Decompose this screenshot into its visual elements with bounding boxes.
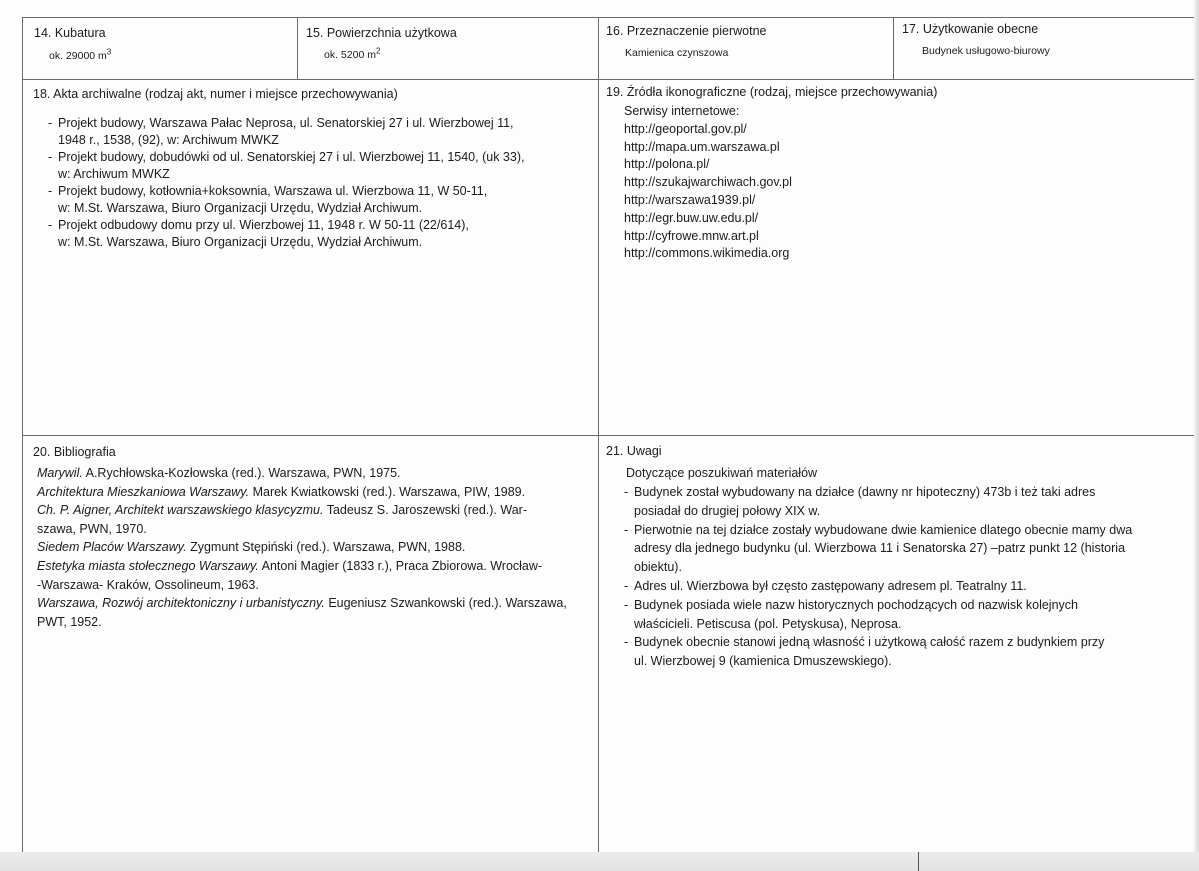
- archival-records-list: [48, 115, 588, 251]
- cell-17-value: Budynek usługowo-biurowy: [922, 45, 1050, 57]
- list-item: - Adres ul. Wierzbowa był często zastępowany adresem pl. Teatralny 11.: [624, 577, 1184, 596]
- bibliography-entry: Ch. P. Aigner, Architekt warszawskiego klasycyzmu. Tadeusz S. Jaroszewski (red.). War- szawa, PWN, 1970.: [37, 503, 527, 536]
- bibliography-entry: Warszawa, Rozwój architektoniczny i urbanistyczny. Eugeniusz Szwankowski (red.). Warszawa, PWT, 1952.: [37, 596, 567, 629]
- cell-18-label: 18. Akta archiwalne (rodzaj akt, numer i miejsce przechowywania): [33, 87, 398, 101]
- cell-21-label: 21. Uwagi: [606, 444, 662, 458]
- bibliography-entry: Architektura Mieszkaniowa Warszawy. Marek Kwiatkowski (red.). Warszawa, PIW, 1989.: [37, 484, 526, 499]
- bibliography-entry: Estetyka miasta stołecznego Warszawy. Antoni Magier (1833 r.), Praca Zbiorowa. Wrocław- -Warszawa- Kraków, Ossolineum, 1963.: [37, 558, 543, 592]
- source-link: http://commons.wikimedia.org: [624, 246, 790, 261]
- col-divider-16-17: [893, 17, 894, 79]
- cell-16-label: 16. Przeznaczenie pierwotne: [606, 24, 767, 38]
- cell-17-label: 17. Użytkowanie obecne: [902, 22, 1039, 36]
- cell-15-value: [324, 46, 381, 61]
- source-link: http://mapa.um.warszawa.pl: [624, 139, 780, 154]
- cell-14-value-exponent: 3: [106, 47, 112, 57]
- cell-20-label: 20. Bibliografia: [33, 445, 116, 459]
- scan-right-edge: [1194, 0, 1199, 852]
- notes-list: [624, 483, 1184, 671]
- col-divider-14-15: [297, 17, 298, 79]
- list-item: - Projekt budowy, dobudówki od ul. Senatorskiej 27 i ul. Wierzbowej 11, 1540, (uk 33), w: Archiwum MWKZ: [48, 149, 588, 183]
- list-item: - Budynek obecnie stanowi jedną własność i użytkową całość razem z budynkiem przy ul. Wierzbowej 9 (kamienica Dmuszewskiego).: [624, 633, 1184, 671]
- list-item: - Pierwotnie na tej działce zostały wybudowane dwie kamienice dlatego obecnie mamy dwa adresy dla jednego budynku (ul. Wierzbowa 11 i Senatorska 27) –patrz punkt 12 (historia obiektu).: [624, 521, 1184, 577]
- top-border: [22, 17, 1194, 18]
- notes-heading: Dotyczące poszukiwań materiałów: [626, 466, 818, 480]
- cell-14-value: [49, 47, 112, 62]
- source-link: http://warszawa1939.pl/: [624, 192, 756, 207]
- cell-15-label: 15. Powierzchnia użytkowa: [306, 26, 457, 40]
- cell-14-label: 14. Kubatura: [34, 26, 106, 40]
- bibliography-list: [37, 464, 587, 631]
- source-link: http://polona.pl/: [624, 157, 710, 172]
- source-link: http://geoportal.gov.pl/: [624, 121, 747, 136]
- bibliography-entry: Marywil. A.Rychłowska-Kozłowska (red.). Warszawa, PWN, 1975.: [37, 466, 401, 480]
- source-link: http://egr.buw.uw.edu.pl/: [624, 210, 759, 225]
- cell-15-value-text: ok. 5200 m: [324, 49, 376, 61]
- source-link: http://szukajwarchiwach.gov.pl: [624, 175, 792, 190]
- list-item: - Budynek posiada wiele nazw historycznych pochodzących od nazwisk kolejnych właścicieli. Petiscusa (pol. Petyskusa), Neprosa.: [624, 596, 1184, 634]
- list-item: - Budynek został wybudowany na działce (dawny nr hipoteczny) 473b i też taki adres posiadał do drugiej połowy XIX w.: [624, 483, 1184, 521]
- bibliography-entry: Siedem Placów Warszawy. Zygmunt Stępiński (red.). Warszawa, PWN, 1988.: [37, 540, 466, 555]
- list-item: - Projekt odbudowy domu przy ul. Wierzbowej 11, 1948 r. W 50-11 (22/614), w: M.St. Warszawa, Biuro Organizacji Urzędu, Wydział Archiwum.: [48, 217, 588, 251]
- bottom-tick-mark: [918, 852, 919, 871]
- left-border: [22, 17, 23, 852]
- row2-bottom-border: [22, 435, 1194, 436]
- list-item: - Projekt budowy, kotłownia+koksownia, Warszawa ul. Wierzbowa 11, W 50-11, w: M.St. Warszawa, Biuro Organizacji Urzędu, Wydział Archiwum.: [48, 183, 588, 217]
- row1-bottom-border: [22, 79, 1194, 80]
- list-item: - Projekt budowy, Warszawa Pałac Neprosa, ul. Senatorskiej 27 i ul. Wierzbowej 11, 1948 r., 1538, (92), w: Archiwum MWKZ: [48, 115, 588, 149]
- iconographic-sources: [624, 103, 792, 263]
- cell-15-value-exponent: 2: [375, 46, 381, 56]
- sources-heading: Serwisy internetowe:: [624, 104, 740, 118]
- col-divider-main: [598, 17, 599, 852]
- cell-14-value-text: ok. 29000 m: [49, 50, 107, 62]
- source-link: http://cyfrowe.mnw.art.pl: [624, 228, 759, 243]
- scan-bottom-band: [0, 852, 1199, 871]
- cell-19-label: 19. Źródła ikonograficzne (rodzaj, miejsce przechowywania): [606, 85, 938, 99]
- cell-16-value: Kamienica czynszowa: [625, 47, 729, 59]
